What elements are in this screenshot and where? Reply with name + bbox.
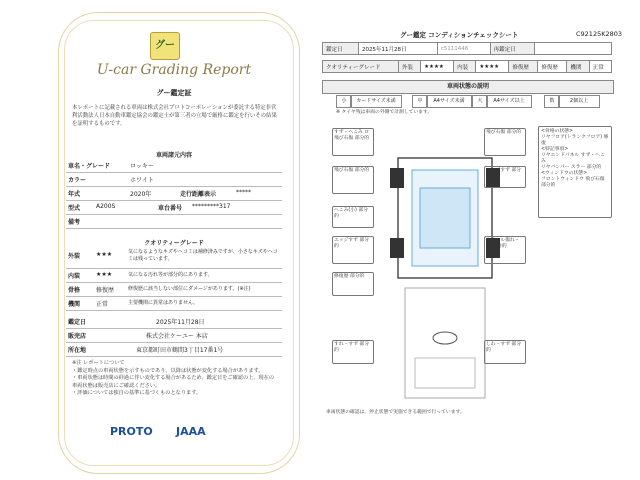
address: 所在地 東京都町田市鶴間3丁目17番1号 <box>66 342 282 357</box>
damage-note: すず・へこみ ロ 飛び石傷 部分的 <box>334 130 370 141</box>
quality-engine: 機関 正常 主要機関に異常はありません。 <box>66 296 282 311</box>
quality-exterior: 外装 ★★★ 気になるようなキズやヘコミは補修済みですが、小さなキズやヘコミは残っています。 <box>66 248 282 269</box>
sheet-title: グー鑑定 コンディションチェックシート <box>400 31 519 39</box>
legend-medium: 中 <box>412 95 428 108</box>
legend-small: 小 <box>336 95 352 108</box>
notes: ※注 レポートについて ・鑑定時点の車両状態を示すものであり、以降は状態が変化する場合があります。 ・車両状態は時間の経過に伴い変化する場合があるため、鑑定日をご確認の上、現在の車両状態は販売店にご確認ください。 ・評価については独自の基準に基づくものとなります。 <box>72 360 275 396</box>
legend-count-desc: 2個以上 <box>558 95 600 108</box>
quality-section-title: クオリティーグレード <box>144 240 204 247</box>
row-year: 年式 2020年 走行距離表示 ***** <box>66 186 282 201</box>
side-notes: <骨格の状態> リヤフロア(トランクフロア) 修復 <特記事項> リヤエンドパネル すず・へこみ リヤバンパー スラー 部分的 <ウィンドウの状態> フロントウィンドウ 飛び石傷 部分的 <box>541 129 609 188</box>
legend-medium-desc: A4サイズ未満 <box>426 95 472 108</box>
damage-note: 修復歴 部分的 <box>334 274 365 279</box>
row-model: 型式 A200S 車台番号 *********317 <box>66 200 282 215</box>
damage-note: しわ・すず 部分的 <box>486 342 522 353</box>
legend-large-desc: A4サイズ以上 <box>486 95 532 108</box>
intro-text: 本レポートに記載される車両は株式会社プロトコーポレーションが委託する特定非営利活動法人日本自動車鑑定協会の鑑定士が第三者の立場で厳格に鑑定を行いその結果を証明するものです。 <box>72 105 277 127</box>
row-color: カラー ホワイト <box>66 172 282 187</box>
appraisal-info-table: 鑑定日 2025年11月28日 c5111446 再鑑定日 <box>322 42 612 55</box>
quality-interior: 内装 ★★★ 気になる汚れ等が部分的にあります。 <box>66 268 282 283</box>
shop: 販売店 株式会社ケーユー 本店 <box>66 328 282 343</box>
damage-note: へこみ(小) 部分的 <box>334 208 369 219</box>
damage-note: エッジすず 部分的 <box>486 168 522 179</box>
sheet-doc-no: C92125K2803 <box>576 30 623 38</box>
damage-note: 飛び石傷 部分的 <box>334 168 370 173</box>
damage-note: ホイール傷れ・傷 部分的 <box>486 238 520 249</box>
grading-sub-title: グー鑑定証 <box>156 89 192 97</box>
grading-report-title: U-car Grading Report <box>96 62 252 78</box>
legend-count: 数 <box>544 95 560 108</box>
quality-frame: 骨格 修復歴 修復歴に該当しない部位にダメージがあります。(※注) <box>66 282 282 297</box>
goo-logo-icon: グー <box>150 32 180 60</box>
condition-section-title: 車両状態の説明 <box>322 80 614 94</box>
proto-logo: PROTO <box>110 425 153 438</box>
legend-note: ※ タイヤ残は車両の外側で計測しています。 <box>336 110 433 115</box>
jaaa-logo: JAAA <box>176 425 206 438</box>
footer-note: 車両状態の確認は、停止状態で実施できる範囲で行っています。 <box>326 410 465 415</box>
legend-large: 大 <box>472 95 488 108</box>
damage-note: エッジすず 部分的 <box>334 238 370 249</box>
damage-note: 飛び石傷 部分的 <box>486 130 522 135</box>
row-remarks: 備考 <box>66 214 282 229</box>
quality-grade-table: クオリティーグレード 外装 ★★★★ 内装 ★★★★ 修復歴 修復歴 機関 正常 <box>322 60 612 73</box>
damage-note: すれ・すず 部分的 <box>334 342 370 353</box>
row-name: 車名・グレード ロッキー <box>66 158 282 173</box>
legend-small-desc: カードサイズ未満 <box>350 95 402 108</box>
appraisal-date: 鑑定日 2025年11月28日 <box>66 314 282 329</box>
vehicle-section-title: 車両諸元内容 <box>155 152 192 159</box>
